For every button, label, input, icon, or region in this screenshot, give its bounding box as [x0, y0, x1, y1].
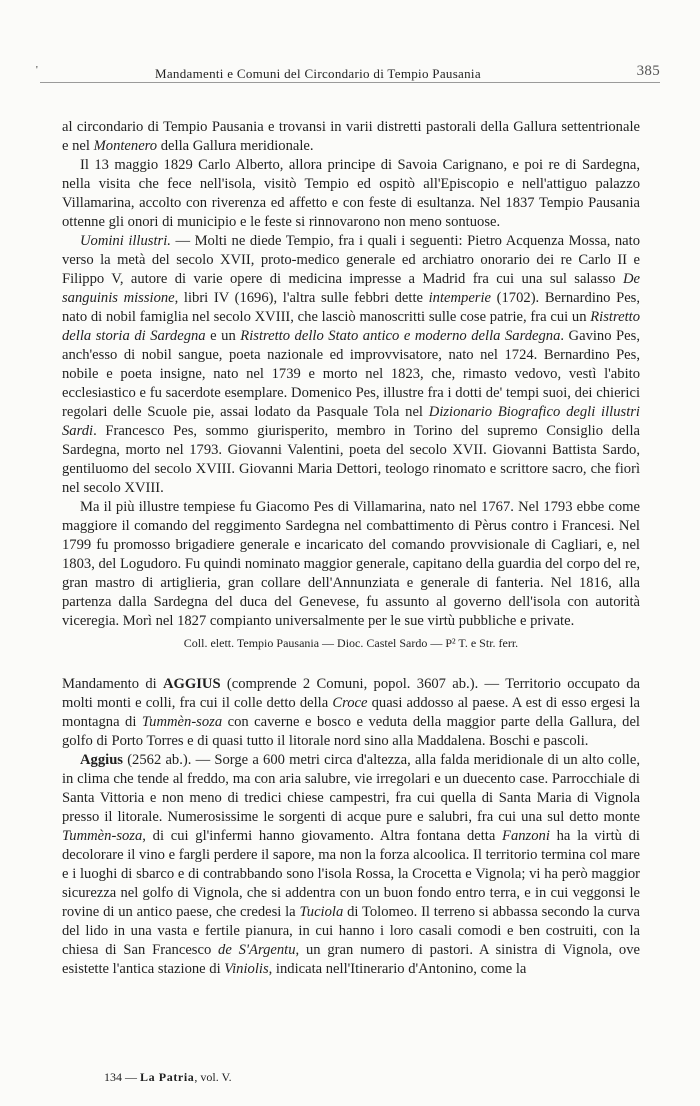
book-title: De sanguinis missione [62, 271, 640, 306]
paragraph-carlo-alberto: Il 13 maggio 1829 Carlo Alberto, allora principe di Savoia Carignano, e poi re di Sardegna, nella visita che fece nell'isola, visitò Tempio ed ospitò all'Episcopio e nell'attiguo palazzo Villamarina, accolto con riverenza ed affetto e con feste di esultanza. Nel 1837 Tempio Pausania ottenne gli onori di municipio e le feste si rinnovarono non meno sontuose. [62, 157, 640, 230]
book-title: Dizionario Biografico degli illustri Sardi [62, 404, 640, 439]
book-title: Ristretto della storia di Sardegna [62, 309, 640, 344]
running-head [36, 62, 660, 83]
work-title: La Patria [140, 1070, 195, 1084]
italic-term: Tuciola [299, 904, 344, 920]
italic-term: Fanzoni [502, 828, 550, 844]
page-number: 385 [636, 63, 660, 79]
paragraph-aggius: Aggius (2562 ab.). — Sorge a 600 metri circa d'altezza, alla falda meridionale di un alto colle, in clima che tende al freddo, ma con aria salubre, vie irregolari e un duecento case. Parrocchiale di Santa Vittoria e non meno di tredici chiese campestri, fra cui quella di Santa Maria di Vignola presso il litorale. Numerosissime le sorgenti di acque pure e salubri, fra cui una sul detto monte Tummèn-soza, di cui gl'infermi hanno giovamento. Altra fontana detta Fanzoni ha la virtù di decolorare il vino e fargli perdere il sapore, ma non la forza alcoolica. Il territorio termina col mare e i luoghi di sbarco e di contrabbando sono l'isola Rossa, la Crocetta e Vignola; vi ha però maggior sicurezza nel golfo di Vignola, che si addentra con un buon fondo entro terra, e in cui veggonsi le rovine di un antico paese, che credesi la Tuciola di Tolomeo. Il terreno si abbassa secondo la curva del lido in una vasta e fertile pianura, in cui hanno i loro casali comodi e ben costruiti, con la chiesa di San Francesco de S'Argentu, un gran numero di pastori. A sinistra di Vignola, ove esistette l'antica stazione di Viniolis, indicata nell'Itinerario d'Antonino, come la [62, 752, 640, 977]
signature-footer [104, 1070, 232, 1085]
book-title: Ristretto dello Stato antico e moderno della Sardegna [240, 328, 561, 344]
electoral-note: Coll. elett. Tempio Pausania — Dioc. Castel Sardo — P² T. e Str. ferr. [183, 636, 519, 650]
paragraph-continuation: al circondario di Tempio Pausania e trovansi in varii distretti pastorali della Gallura settentrionale e nel Montenero della Gallura meridionale. [62, 119, 640, 154]
italic-term: Croce [332, 695, 368, 711]
volume-label: , vol. V. [194, 1070, 232, 1084]
printer-mark: ' [36, 65, 39, 76]
section-heading: Uomini illustri. [80, 233, 171, 249]
running-title: Mandamenti e Comuni del Circondario di Tempio Pausania [155, 66, 481, 81]
page-body [62, 118, 640, 979]
italic-term: de S'Argentu [218, 942, 296, 958]
signature-number: 134 [104, 1070, 122, 1084]
paragraph-villamarina: Ma il più illustre tempiese fu Giacomo Pes di Villamarina, nato nel 1767. Nel 1793 ebbe come maggiore il comando del reggimento Sardegna nel combattimento di Pèrus contro i Francesi. Nel 1799 fu promosso brigadiere generale e incaricato del comando provvisionale di Cagliari, e, nel 1803, del Logudoro. Fu quindi nominato maggior generale, capitano della guardia del corpo del re, gran mastro di artiglieria, gran collare dell'Annunziata e generale di fanteria. Nel 1816, alla partenza dalla Sardegna del duca del Genevese, fu assunto al governo dell'isola con autorità viceregia. Morì nel 1827 compianto universalmente per le sue virtù pubbliche e private. [62, 499, 640, 629]
paragraph-mandamento-aggius: Mandamento di AGGIUS (comprende 2 Comuni, popol. 3607 ab.). — Territorio occupato da molti monti e colli, fra cui il colle detto della Croce quasi addosso al paese. A est di esso ergesi la montagna di Tummèn-soza con caverne e bosco e veduta della maggior parte della Gallura, del golfo di Porto Torres e di quasi tutto il litorale nord sino alla Maddalena. Boschi e pascoli. [62, 676, 640, 749]
italic-term: Montenero [93, 138, 158, 154]
italic-term: Viniolis [224, 961, 269, 977]
italic-term: intemperie [428, 290, 492, 306]
italic-term: Tummèn-soza [62, 828, 143, 844]
italic-term: Tummèn-soza [141, 714, 223, 730]
comune-name: Aggius [80, 752, 123, 768]
mandamento-name: AGGIUS [163, 676, 221, 692]
footer-dash: — [125, 1070, 137, 1084]
paragraph-uomini-illustri: Uomini illustri. — Molti ne diede Tempio, fra i quali i seguenti: Pietro Acquenza Mossa, nato verso la metà del secolo XVII, proto-medico generale ed archiatro onorario dei re Carlo II e Filippo V, autore di varie opere di medicina impresse a Madrid fra cui una sul salasso De sanguinis missione, libri IV (1696), l'altra sulle febbri dette intemperie (1702). Bernardino Pes, nato di nobil famiglia nel secolo XVIII, che lasciò manoscritti sulle cose patrie, fra cui un Ristretto della storia di Sardegna e un Ristretto dello Stato antico e moderno della Sardegna. Gavino Pes, anch'esso di nobil sangue, poeta nazionale ed improvvisatore, nato nel 1724. Bernardino Pes, nobile e poeta insigne, nato nel 1739 e morto nel 1823, che, rimasto vedovo, vestì l'abito ecclesiastico e fu sacerdote esemplare. Domenico Pes, illustre fra i dotti de' tempi suoi, dei chierici regolari delle Scuole pie, assai lodato da Pasquale Tola nel Dizionario Biografico degli illustri Sardi. Francesco Pes, sommo giurisperito, membro in Torino del supremo Consiglio della Sardegna, morto nel 1793. Giovanni Valentini, poeta del secolo XVII. Giovanni Battista Sardo, gentiluomo del secolo XVIII. Giovanni Maria Dettori, teologo rinomato e scrittore sacro, che fiorì nel secolo XVIII. [62, 233, 640, 496]
